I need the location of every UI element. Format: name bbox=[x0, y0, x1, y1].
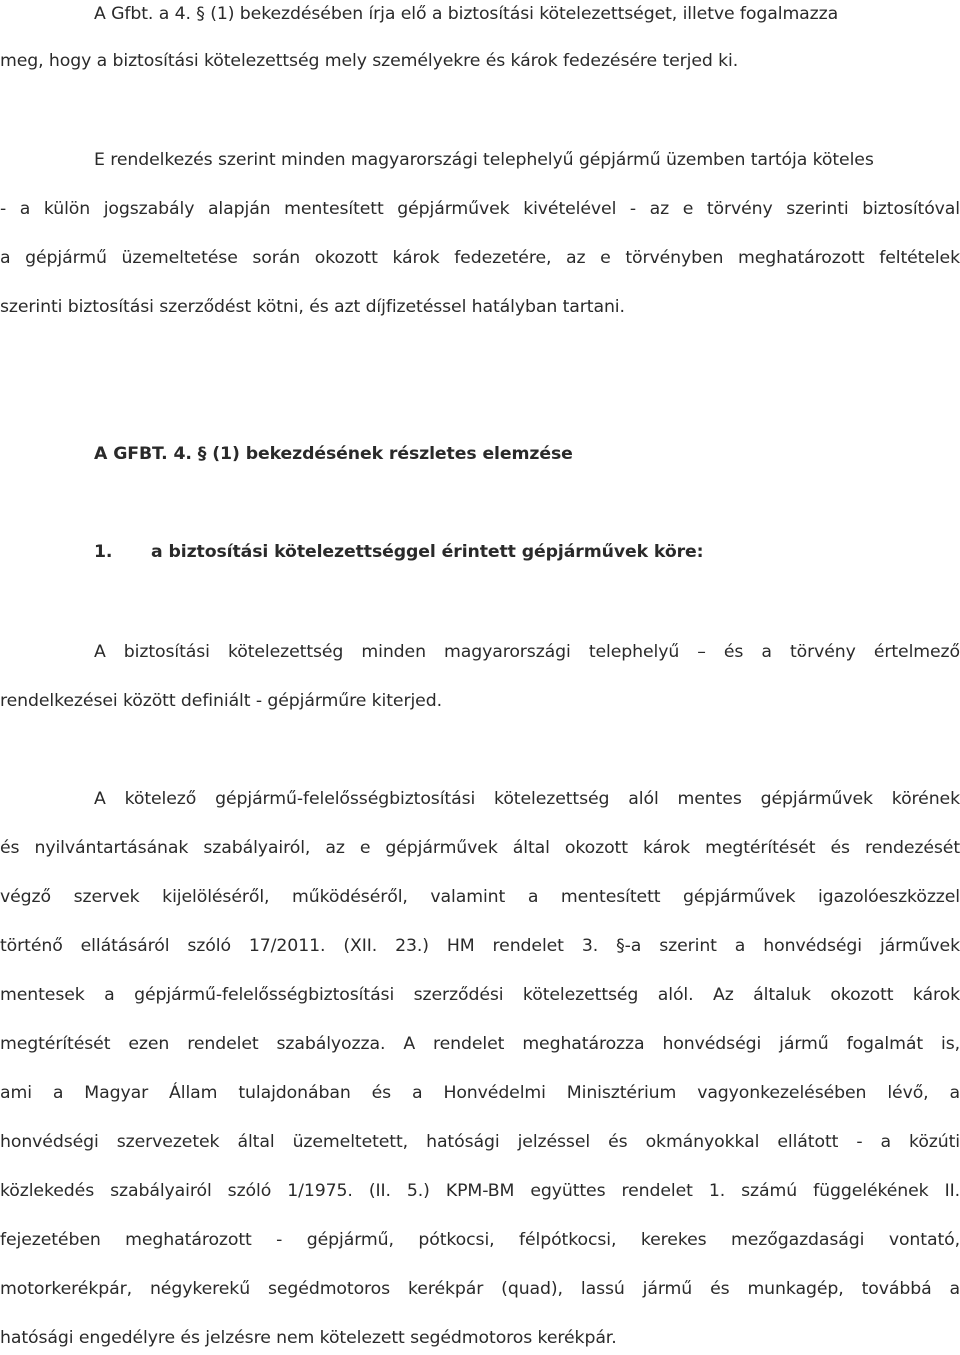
rule-line-4: szerinti biztosítási szerződést kötni, és azt díjfizetéssel hatályban tartani. bbox=[0, 297, 625, 317]
rule-line-1: E rendelkezés szerint minden magyarországi telephelyű gépjármű üzemben tartója köteles bbox=[94, 150, 874, 170]
scope-line-2: rendelkezései között definiált - gépjárműre kiterjed. bbox=[0, 691, 442, 711]
exemption-line: hatósági engedélyre és jelzésre nem kötelezett segédmotoros kerékpár. bbox=[0, 1328, 617, 1348]
exemption-line: A kötelező gépjármű-felelősségbiztosítási kötelezettség alól mentes gépjárművek körének bbox=[94, 789, 960, 809]
subsection-number: 1. bbox=[94, 542, 113, 562]
exemption-line: és nyilvántartásának szabályairól, az e gépjárművek által okozott károk megtérítését és rendezését bbox=[0, 838, 960, 858]
section-heading: A GFBT. 4. § (1) bekezdésének részletes elemzése bbox=[94, 444, 573, 464]
scope-line-1: A biztosítási kötelezettség minden magyarországi telephelyű – és a törvény értelmező bbox=[94, 642, 960, 662]
rule-line-2: - a külön jogszabály alapján mentesített gépjárművek kivételével - az e törvény szerinti biztosítóval bbox=[0, 199, 960, 219]
intro-line-1: A Gfbt. a 4. § (1) bekezdésében írja elő a biztosítási kötelezettséget, illetve fogalmazza bbox=[94, 4, 839, 24]
exemption-line: megtérítését ezen rendelet szabályozza. A rendelet meghatározza honvédségi jármű fogalmát is, bbox=[0, 1034, 960, 1054]
exemption-line: motorkerékpár, négykerekű segédmotoros kerékpár (quad), lassú jármű és munkagép, továbbá a bbox=[0, 1279, 960, 1299]
exemption-line: mentesek a gépjármű-felelősségbiztosítási szerződési kötelezettség alól. Az általuk okozott károk bbox=[0, 985, 960, 1005]
exemption-line: honvédségi szervezetek által üzemeltetett, hatósági jelzéssel és okmányokkal ellátott - a közúti bbox=[0, 1132, 960, 1152]
rule-line-3: a gépjármű üzemeltetése során okozott károk fedezetére, az e törvényben meghatározott feltételek bbox=[0, 248, 960, 268]
exemption-line: közlekedés szabályairól szóló 1/1975. (II. 5.) KPM-BM együttes rendelet 1. számú függelékének II. bbox=[0, 1181, 960, 1201]
intro-line-2: meg, hogy a biztosítási kötelezettség mely személyekre és károk fedezésére terjed ki. bbox=[0, 51, 739, 71]
exemption-line: történő ellátásáról szóló 17/2011. (XII. 23.) HM rendelet 3. §-a szerint a honvédségi járművek bbox=[0, 936, 960, 956]
exemption-line: ami a Magyar Állam tulajdonában és a Honvédelmi Minisztérium vagyonkezelésében lévő, a bbox=[0, 1083, 960, 1103]
subsection-title: a biztosítási kötelezettséggel érintett gépjárművek köre: bbox=[151, 542, 704, 562]
exemption-line: végző szervek kijelöléséről, működéséről, valamint a mentesített gépjárművek igazolóeszközzel bbox=[0, 887, 960, 907]
exemption-line: fejezetében meghatározott - gépjármű, pótkocsi, félpótkocsi, kerekes mezőgazdasági vontató, bbox=[0, 1230, 960, 1250]
